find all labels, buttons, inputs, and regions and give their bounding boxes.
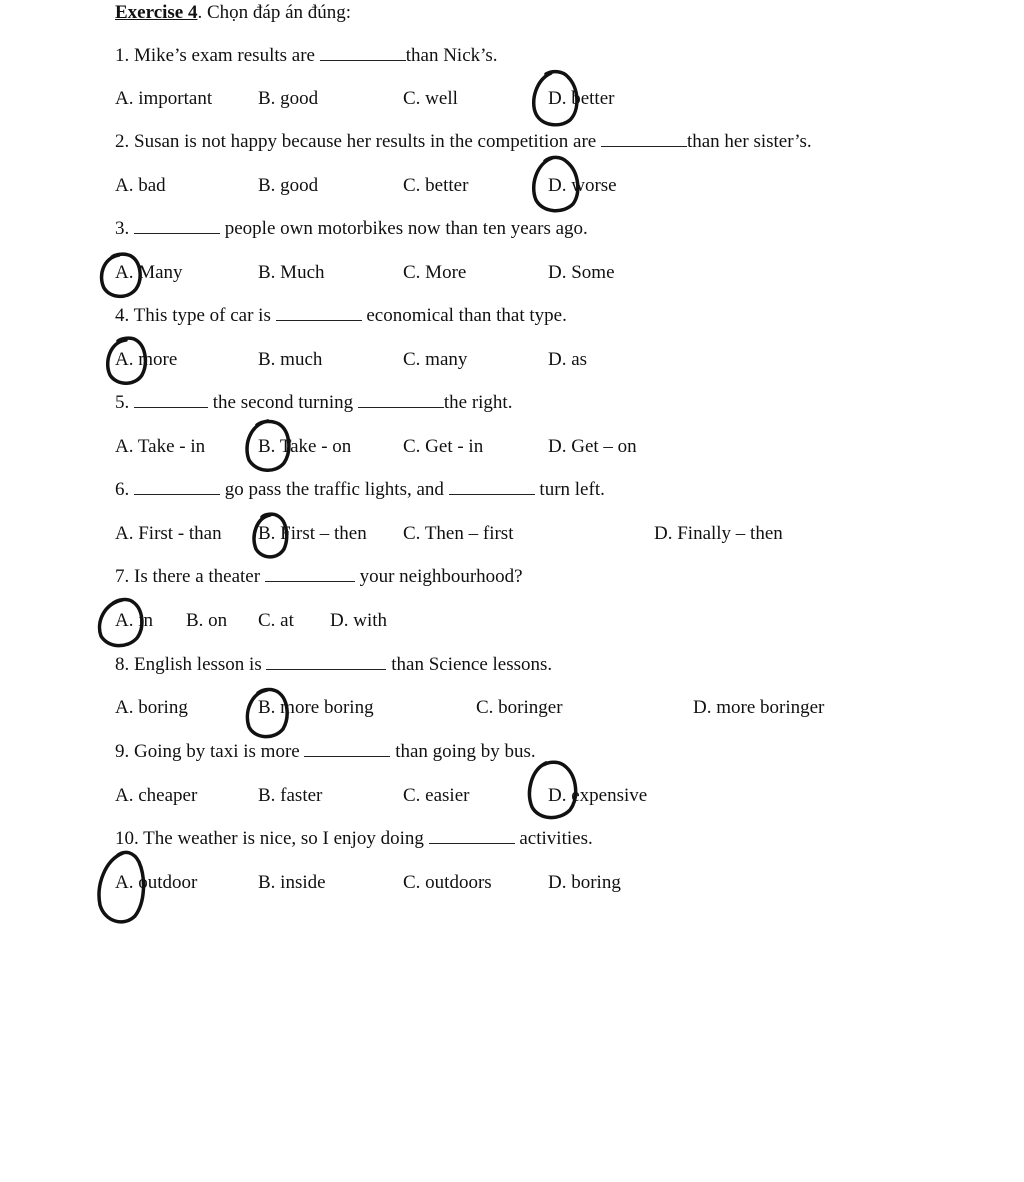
question-3 <box>115 219 588 238</box>
option-9c[interactable]: C. easier <box>403 785 470 806</box>
option-4c[interactable]: C. many <box>403 349 468 370</box>
option-3c[interactable]: C. More <box>403 262 467 283</box>
option-4b[interactable]: B. much <box>258 349 323 370</box>
option-8b[interactable]: B. more boring <box>258 697 374 718</box>
option-7b[interactable]: B. on <box>186 610 228 631</box>
question-6 <box>115 480 605 499</box>
question-8 <box>115 655 552 674</box>
option-3b[interactable]: B. Much <box>258 262 325 283</box>
answer-blank <box>601 132 687 147</box>
option-1b[interactable]: B. good <box>258 88 319 109</box>
option-10a[interactable]: A. outdoor <box>115 872 198 893</box>
question-number: 9. <box>115 741 130 762</box>
option-5a[interactable]: A. Take - in <box>115 436 206 457</box>
question-text: than going by bus. <box>390 741 536 762</box>
question-number: 3. <box>115 218 130 239</box>
question-text: English lesson is <box>134 654 267 675</box>
question-number: 2. <box>115 131 130 152</box>
option-8c[interactable]: C. boringer <box>476 697 563 718</box>
answer-blank <box>134 393 208 408</box>
question-text: your neighbourhood? <box>354 566 523 587</box>
option-1a[interactable]: A. important <box>115 88 213 109</box>
option-9a[interactable]: A. cheaper <box>115 785 198 806</box>
question-number: 7. <box>115 566 130 587</box>
option-2c[interactable]: C. better <box>403 175 469 196</box>
answer-blank <box>429 829 515 844</box>
question-2 <box>115 132 812 151</box>
answer-blank <box>304 742 390 757</box>
answer-blank <box>320 46 406 61</box>
question-5 <box>115 393 512 412</box>
question-text: The weather is nice, so I enjoy doing <box>143 828 429 849</box>
question-text: Susan is not happy because her results in the competition are <box>134 131 601 152</box>
option-10d[interactable]: D. boring <box>548 872 621 893</box>
question-text: Is there a theater <box>134 566 265 587</box>
option-8d[interactable]: D. more boringer <box>693 697 825 718</box>
question-number: 1. <box>115 45 130 66</box>
option-1d[interactable]: D. better <box>548 88 615 109</box>
question-text: turn left. <box>534 479 605 500</box>
question-text: the second turning <box>208 392 358 413</box>
question-text: than Nick’s. <box>405 45 498 66</box>
option-2a[interactable]: A. bad <box>115 175 166 196</box>
option-5c[interactable]: C. Get - in <box>403 436 484 457</box>
option-8a[interactable]: A. boring <box>115 697 188 718</box>
exercise-title <box>115 2 351 24</box>
exercise-label: Exercise 4 <box>115 2 198 23</box>
option-9d[interactable]: D. expensive <box>548 785 648 806</box>
option-6d[interactable]: D. Finally – then <box>654 523 783 544</box>
option-1c[interactable]: C. well <box>403 88 458 109</box>
question-text: than her sister’s. <box>686 131 812 152</box>
question-text: the right. <box>443 392 513 413</box>
answer-blank <box>266 655 386 670</box>
option-4d[interactable]: D. as <box>548 349 588 370</box>
question-9 <box>115 742 536 761</box>
option-6b[interactable]: B. First – then <box>258 523 367 544</box>
question-1 <box>115 46 498 65</box>
question-text: economical than that type. <box>361 305 567 326</box>
question-text: Going by taxi is more <box>134 741 305 762</box>
answer-blank <box>276 306 362 321</box>
question-text: than Science lessons. <box>386 654 553 675</box>
question-number: 4. <box>115 305 130 326</box>
option-5d[interactable]: D. Get – on <box>548 436 637 457</box>
question-number: 5. <box>115 392 130 413</box>
question-number: 10. <box>115 828 139 849</box>
question-number: 6. <box>115 479 130 500</box>
answer-blank <box>134 480 220 495</box>
option-5b[interactable]: B. Take - on <box>258 436 352 457</box>
option-3a[interactable]: A. Many <box>115 262 183 283</box>
option-6c[interactable]: C. Then – first <box>403 523 514 544</box>
option-4a[interactable]: A. more <box>115 349 178 370</box>
question-10 <box>115 829 593 848</box>
question-4 <box>115 306 567 325</box>
question-text: activities. <box>514 828 593 849</box>
option-7c[interactable]: C. at <box>258 610 294 631</box>
answer-blank <box>134 219 220 234</box>
option-7a[interactable]: A. in <box>115 610 153 631</box>
option-6a[interactable]: A. First - than <box>115 523 222 544</box>
option-3d[interactable]: D. Some <box>548 262 615 283</box>
option-10b[interactable]: B. inside <box>258 872 326 893</box>
option-2b[interactable]: B. good <box>258 175 319 196</box>
answer-blank <box>265 567 355 582</box>
option-9b[interactable]: B. faster <box>258 785 323 806</box>
option-2d[interactable]: D. worse <box>548 175 617 196</box>
option-10c[interactable]: C. outdoors <box>403 872 492 893</box>
question-number: 8. <box>115 654 130 675</box>
answer-blank <box>358 393 444 408</box>
question-text: This type of car is <box>133 305 276 326</box>
exercise-instruction: . Chọn đáp án đúng: <box>197 2 352 23</box>
option-7d[interactable]: D. with <box>330 610 387 631</box>
question-text: Mike’s exam results are <box>134 45 320 66</box>
question-text: people own motorbikes now than ten years ago. <box>220 218 588 239</box>
question-text: go pass the traffic lights, and <box>220 479 449 500</box>
question-7 <box>115 567 523 586</box>
answer-blank <box>449 480 535 495</box>
